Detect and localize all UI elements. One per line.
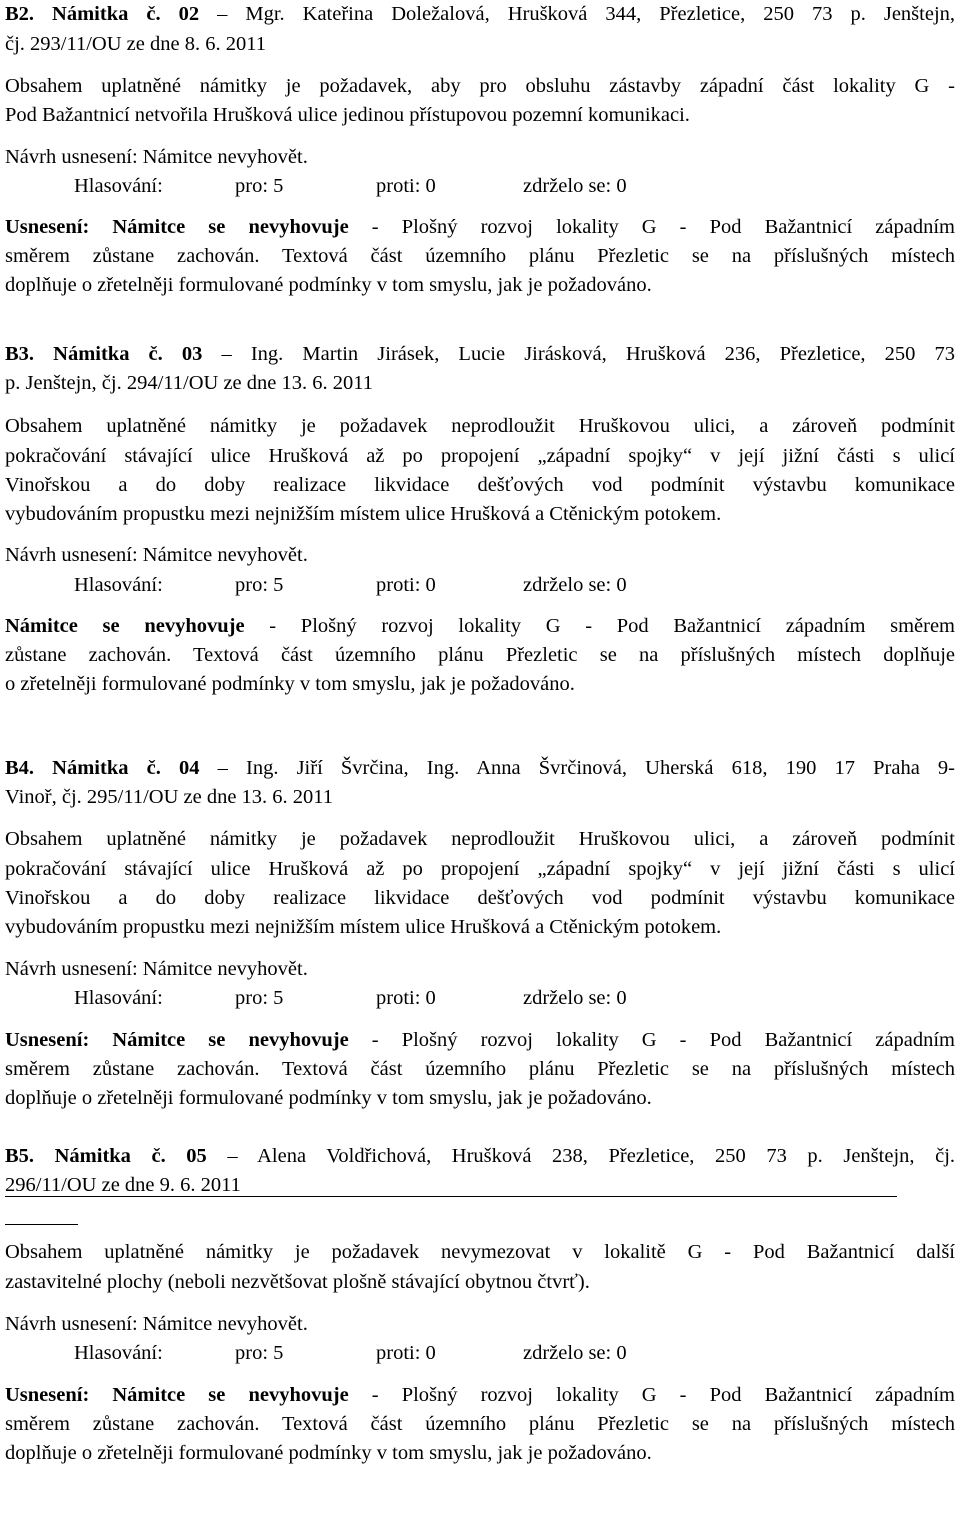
heading-dash: – bbox=[202, 343, 251, 365]
vote-against: proti: 0 bbox=[376, 175, 436, 197]
resolution-text: - Plošný rozvoj lokality G - Pod Bažantnicí západním směrem bbox=[244, 615, 955, 637]
content-line: Vinořskou a do doby realizace likvidace dešťových vod podmínit výstavbu komunikace bbox=[5, 474, 955, 496]
vote-against: proti: 0 bbox=[376, 1342, 436, 1364]
heading-dash: – bbox=[199, 3, 246, 25]
resolution-text: - Plošný rozvoj lokality G - Pod Bažantnicí západním bbox=[348, 1384, 955, 1406]
section-heading-b2 bbox=[5, 0, 955, 29]
heading-text: Alena Voldřichová, Hrušková 238, Přezletice, 250 73 p. Jenštejn, čj. bbox=[257, 1145, 956, 1167]
resolution-line: směrem zůstane zachován. Textová část územního plánu Přezletic se na příslušných místech bbox=[5, 1413, 955, 1435]
vote-against: proti: 0 bbox=[376, 987, 436, 1009]
resolution-line: směrem zůstane zachován. Textová část územního plánu Přezletic se na příslušných místech bbox=[5, 1058, 955, 1080]
vote-label: Hlasování: bbox=[74, 1342, 163, 1364]
content-line: pokračování stávající ulice Hrušková až po propojení „západní spojky“ v její jižní části s ulicí bbox=[5, 858, 955, 880]
resolution-text: - Plošný rozvoj lokality G - Pod Bažantnicí západním bbox=[348, 1029, 955, 1051]
content-line: Pod Bažantnicí netvořila Hrušková ulice jedinou přístupovou pozemní komunikaci. bbox=[5, 104, 690, 126]
divider-line bbox=[5, 1196, 897, 1197]
vote-for: pro: 5 bbox=[235, 1342, 284, 1364]
content-line: vybudováním propustku mezi nejnižším místem ulice Hrušková a Ctěnickým potokem. bbox=[5, 916, 722, 938]
content-line: Obsahem uplatněné námitky je požadavek neprodloužit Hruškovou ulici, a zároveň podmínit bbox=[5, 415, 955, 437]
objection-code: B3. Námitka č. 03 bbox=[5, 343, 203, 365]
resolution-line bbox=[5, 213, 955, 242]
vote-label: Hlasování: bbox=[74, 987, 163, 1009]
objection-code: B5. Námitka č. 05 bbox=[5, 1145, 207, 1167]
resolution-line: doplňuje o zřetelněji formulované podmínky v tom smyslu, jak je požadováno. bbox=[5, 274, 652, 296]
vote-abstain: zdrželo se: 0 bbox=[523, 1342, 627, 1364]
heading-text: Ing. Jiří Švrčina, Ing. Anna Švrčinová, Uherská 618, 190 17 Praha 9- bbox=[246, 757, 955, 779]
content-line: pokračování stávající ulice Hrušková až po propojení „západní spojky“ v její jižní části s ulicí bbox=[5, 445, 955, 467]
vote-for: pro: 5 bbox=[235, 987, 284, 1009]
vote-abstain: zdrželo se: 0 bbox=[523, 175, 627, 197]
proposal: Návrh usnesení: Námitce nevyhovět. bbox=[5, 146, 308, 168]
content-line: Obsahem uplatněné námitky je požadavek, aby pro obsluhu zástavby západní část lokality G - bbox=[5, 75, 955, 97]
vote-for: pro: 5 bbox=[235, 574, 284, 596]
vote-abstain: zdrželo se: 0 bbox=[523, 987, 627, 1009]
proposal: Návrh usnesení: Námitce nevyhovět. bbox=[5, 544, 308, 566]
heading-text-line2: p. Jenštejn, čj. 294/11/OU ze dne 13. 6. 2011 bbox=[5, 372, 373, 394]
resolution-line: o zřetelněji formulované podmínky v tom smyslu, jak je požadováno. bbox=[5, 673, 575, 695]
vote-against: proti: 0 bbox=[376, 574, 436, 596]
resolution-line: zůstane zachován. Textová část územního plánu Přezletic se na příslušných místech doplňuje bbox=[5, 644, 955, 666]
vote-label: Hlasování: bbox=[74, 175, 163, 197]
resolution-line: směrem zůstane zachován. Textová část územního plánu Přezletic se na příslušných místech bbox=[5, 245, 955, 267]
resolution-line: doplňuje o zřetelněji formulované podmínky v tom smyslu, jak je požadováno. bbox=[5, 1442, 652, 1464]
resolution-line bbox=[5, 1026, 955, 1055]
heading-text: Mgr. Kateřina Doležalová, Hrušková 344, Přezletice, 250 73 p. Jenštejn, bbox=[245, 3, 956, 25]
vote-label: Hlasování: bbox=[74, 574, 163, 596]
heading-text-line2: Vinoř, čj. 295/11/OU ze dne 13. 6. 2011 bbox=[5, 786, 334, 808]
resolution-bold: Usnesení: Námitce se nevyhovuje bbox=[5, 1384, 349, 1406]
resolution-line: doplňuje o zřetelněji formulované podmínky v tom smyslu, jak je požadováno. bbox=[5, 1087, 652, 1109]
heading-text: Ing. Martin Jirásek, Lucie Jirásková, Hrušková 236, Přezletice, 250 73 bbox=[250, 343, 956, 365]
content-line: vybudováním propustku mezi nejnižším místem ulice Hrušková a Ctěnickým potokem. bbox=[5, 503, 722, 525]
heading-dash: – bbox=[206, 1145, 258, 1167]
resolution-bold: Usnesení: Námitce se nevyhovuje bbox=[5, 1029, 349, 1051]
heading-text-line2: 296/11/OU ze dne 9. 6. 2011 bbox=[5, 1174, 241, 1196]
content-line: Vinořskou a do doby realizace likvidace dešťových vod podmínit výstavbu komunikace bbox=[5, 887, 955, 909]
proposal: Návrh usnesení: Námitce nevyhovět. bbox=[5, 1313, 308, 1335]
resolution-bold: Usnesení: Námitce se nevyhovuje bbox=[5, 216, 349, 238]
content-line: zastavitelné plochy (neboli nezvětšovat plošně stávající obytnou čtvrť). bbox=[5, 1271, 590, 1293]
heading-text-line2: čj. 293/11/OU ze dne 8. 6. 2011 bbox=[5, 33, 266, 55]
section-heading-b5 bbox=[5, 1142, 955, 1171]
objection-code: B4. Námitka č. 04 bbox=[5, 757, 200, 779]
objection-code: B2. Námitka č. 02 bbox=[5, 3, 200, 25]
resolution-text: - Plošný rozvoj lokality G - Pod Bažantnicí západním bbox=[348, 216, 955, 238]
vote-for: pro: 5 bbox=[235, 175, 284, 197]
resolution-line bbox=[5, 1381, 955, 1410]
content-line: Obsahem uplatněné námitky je požadavek neprodloužit Hruškovou ulici, a zároveň podmínit bbox=[5, 828, 955, 850]
resolution-bold: Námitce se nevyhovuje bbox=[5, 615, 245, 637]
heading-dash: – bbox=[199, 757, 246, 779]
short-divider-line bbox=[5, 1224, 78, 1225]
resolution-line bbox=[5, 612, 955, 641]
section-heading-b4 bbox=[5, 754, 955, 783]
vote-abstain: zdrželo se: 0 bbox=[523, 574, 627, 596]
content-line: Obsahem uplatněné námitky je požadavek nevymezovat v lokalitě G - Pod Bažantnicí další bbox=[5, 1241, 955, 1263]
section-heading-b3 bbox=[5, 340, 955, 369]
proposal: Návrh usnesení: Námitce nevyhovět. bbox=[5, 958, 308, 980]
